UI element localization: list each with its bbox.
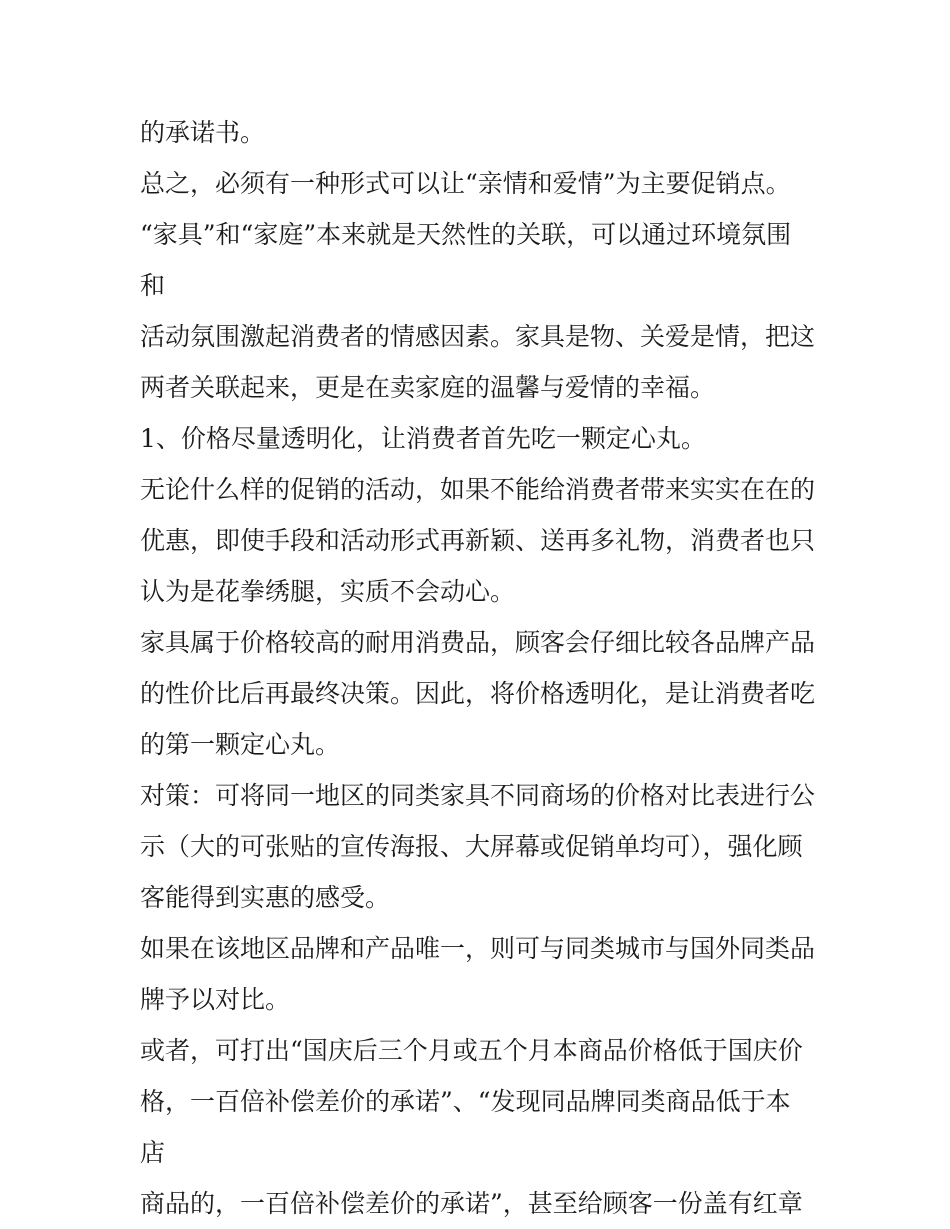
document-body xyxy=(140,107,815,1229)
text-line: 格，一百倍补偿差价的承诺”、“发现同品牌同类商品低于本店 xyxy=(140,1087,791,1167)
text-line: 的性价比后再最终决策。因此，将价格透明化，是让消费者吃 xyxy=(140,679,816,708)
text-line: 示（大的可张贴的宣传海报、大屏幕或促销单均可），强化顾 xyxy=(140,832,803,861)
text-line: 的第一颗定心丸。 xyxy=(140,730,341,759)
text-line: 或者，可打出“国庆后三个月或五个月本商品价格低于国庆价 xyxy=(140,1036,803,1065)
text-line: 总之，必须有一种形式可以让“亲情和爱情”为主要促销点。 xyxy=(140,169,791,198)
text-line: 家具属于价格较高的耐用消费品，顾客会仔细比较各品牌产品 xyxy=(140,628,816,657)
text-line: 认为是花拳绣腿，实质不会动心。 xyxy=(140,577,516,606)
text-line: 两者关联起来，更是在卖家庭的温馨与爱情的幸福。 xyxy=(140,373,716,402)
text-line: 如果在该地区品牌和产品唯一，则可与同类城市与国外同类品 xyxy=(140,934,816,963)
text-line: 的承诺书。 xyxy=(140,118,266,147)
text-line: 牌予以对比。 xyxy=(140,985,291,1014)
text-line: 无论什么样的促销的活动，如果不能给消费者带来实实在在的 xyxy=(140,475,816,504)
text-line: 活动氛围激起消费者的情感因素。家具是物、关爱是情，把这 xyxy=(140,322,816,351)
text-line: 优惠，即使手段和活动形式再新颖、送再多礼物，消费者也只 xyxy=(140,526,816,555)
text-line: 1、价格尽量透明化，让消费者首先吃一颗定心丸。 xyxy=(140,424,706,453)
text-line: 对策：可将同一地区的同类家具不同商场的价格对比表进行公 xyxy=(140,781,816,810)
text-line: 客能得到实惠的感受。 xyxy=(140,883,391,912)
text-line: “家具”和“家庭”本来就是天然性的关联，可以通过环境氛围和 xyxy=(140,220,792,300)
text-line: 商品的，一百倍补偿差价的承诺”，甚至给顾客一份盖有红章 xyxy=(140,1189,803,1218)
